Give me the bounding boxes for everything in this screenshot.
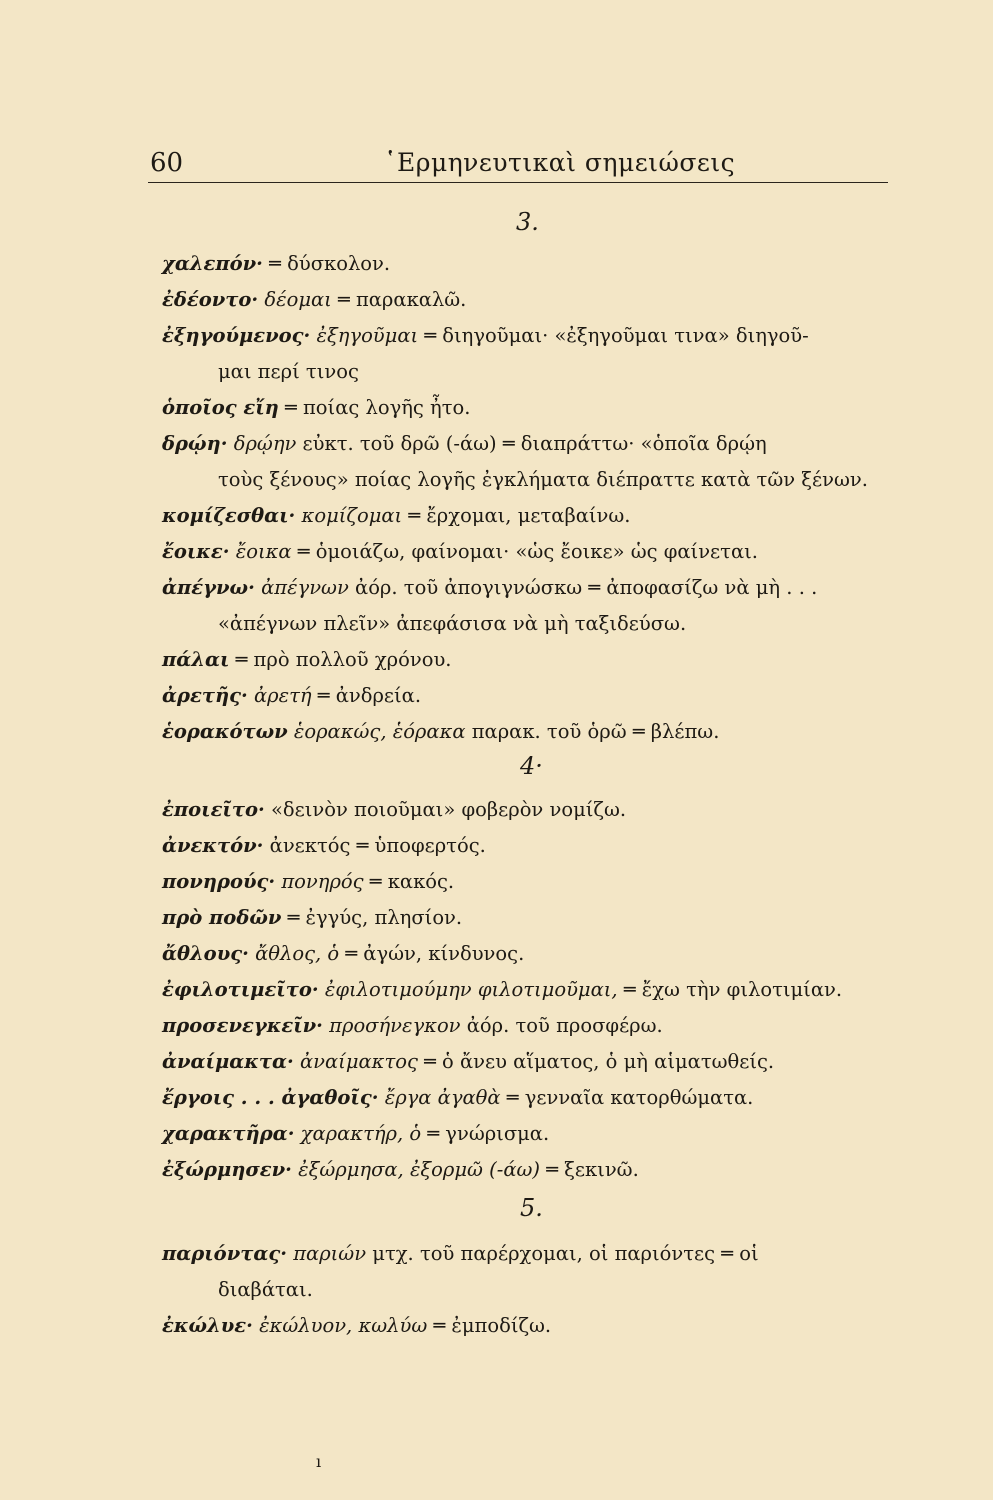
entry-gloss: ═ ἐμποδίζω.: [427, 1314, 552, 1337]
glossary-entry: [162, 972, 842, 1008]
glossary-entry: [162, 1116, 549, 1152]
glossary-entry: [162, 900, 462, 936]
entry-sub: δρῴην: [227, 432, 297, 455]
entry-sub: δέομαι: [258, 288, 332, 311]
entry-head: χαρακτῆρα·: [162, 1122, 295, 1145]
entry-sub: προσήνεγκον: [322, 1014, 461, 1037]
entry-continuation: «ἀπέγνων πλεῖν» ἀπεφάσισα νὰ μὴ ταξιδεύσω.: [218, 612, 687, 635]
entry-head: πρὸ ποδῶν: [162, 906, 282, 929]
glossary-entry: [162, 828, 486, 864]
section-number: 4·: [520, 752, 543, 780]
entry-gloss: «δεινὸν ποιοῦμαι» φοβερὸν νομίζω.: [264, 798, 627, 821]
entry-gloss: ═ ἐγγύς, πλησίον.: [281, 906, 463, 929]
entry-sub: ἐξηγοῦμαι: [310, 324, 419, 347]
glossary-entry: [162, 714, 719, 750]
glossary-entry: [162, 1044, 774, 1080]
glossary-entry: [162, 642, 452, 678]
entry-head: ἐκώλυε·: [162, 1314, 253, 1337]
entry-gloss: ἀνεκτός ═ ὑποφερτός.: [263, 834, 486, 857]
entry-head: ἀρετῆς·: [162, 684, 248, 707]
glossary-entry: [162, 936, 524, 972]
entry-head: ἀπέγνω·: [162, 576, 255, 599]
entry-head: ἄθλους·: [162, 942, 249, 965]
entry-sub: ἄθλος, ὁ: [248, 942, 340, 965]
header-rule: [148, 182, 888, 183]
entry-gloss: ═ ἔρχομαι, μεταβαίνω.: [402, 504, 631, 527]
glossary-entry: [162, 1308, 551, 1344]
entry-head: ἔργοις . . . ἀγαθοῖς·: [162, 1086, 379, 1109]
entry-head: κομίζεσθαι·: [162, 504, 296, 527]
running-title: ῾Ερμηνευτικαὶ σημειώσεις: [384, 148, 736, 177]
entry-sub: ἐφιλοτιμούμην φιλοτιμοῦμαι,: [318, 978, 618, 1001]
entry-gloss: παρακ. τοῦ ὁρῶ ═ βλέπω.: [465, 720, 720, 743]
entry-gloss: ═ κακός.: [363, 870, 455, 893]
entry-gloss: ἀόρ. τοῦ ἀπογιγνώσκω ═ ἀποφασίζω νὰ μὴ . . .: [348, 576, 818, 599]
entry-head: δρῴη·: [162, 432, 228, 455]
glossary-entry: [162, 1152, 639, 1188]
entry-head: πάλαι: [162, 648, 230, 671]
section-number: 3.: [516, 208, 539, 236]
entry-head: προσενεγκεῖν·: [162, 1014, 323, 1037]
entry-gloss: ═ παρακαλῶ.: [331, 288, 467, 311]
entry-sub: ἔοικα: [229, 540, 292, 563]
entry-gloss: ═ ποίας λογῆς ἦτο.: [278, 396, 471, 419]
entry-gloss: ═ ξεκινῶ.: [540, 1158, 639, 1181]
glossary-entry: [162, 864, 454, 900]
entry-gloss: ═ ὁ ἄνευ αἵματος, ὁ μὴ αἱματωθείς.: [417, 1050, 775, 1073]
glossary-entry: [162, 534, 758, 570]
entry-sub: ἀπέγνων: [254, 576, 349, 599]
glossary-entry: [162, 1236, 759, 1272]
glossary-entry: [162, 1008, 663, 1044]
entry-head: ἔοικε·: [162, 540, 230, 563]
entry-sub: ἀρετή: [247, 684, 312, 707]
page-number: 60: [150, 148, 184, 178]
entry-head: ἑορακότων: [162, 720, 288, 743]
entry-gloss: ═ δύσκολον.: [262, 252, 391, 275]
entry-sub: παριών: [287, 1242, 367, 1265]
entry-sub: ἐκώλυον, κωλύω: [252, 1314, 428, 1337]
entry-gloss: ἀόρ. τοῦ προσφέρω.: [460, 1014, 663, 1037]
glossary-entry: [162, 390, 470, 426]
entry-gloss: ═ ἀνδρεία.: [311, 684, 422, 707]
entry-head: ὁποῖος εἴη: [162, 396, 279, 419]
entry-sub: κομίζομαι: [295, 504, 403, 527]
entry-head: ἀναίμακτα·: [162, 1050, 294, 1073]
entry-head: παριόντας·: [162, 1242, 288, 1265]
entry-gloss: ═ ἀγών, κίνδυνος.: [339, 942, 525, 965]
glossary-entry: [162, 498, 630, 534]
entry-sub: ἑορακώς, ἑόρακα: [287, 720, 466, 743]
entry-head: ἐξώρμησεν·: [162, 1158, 292, 1181]
glossary-entry: [162, 426, 767, 462]
entry-gloss: ═ ἔχω τὴν φιλοτιμίαν.: [617, 978, 843, 1001]
entry-continuation: μαι περί τινος: [218, 360, 359, 383]
entry-gloss: ═ διηγοῦμαι· «ἐξηγοῦμαι τινα» διηγοῦ-: [418, 324, 809, 347]
entry-head: ἐδέοντο·: [162, 288, 259, 311]
glossary-entry: [162, 678, 421, 714]
entry-head: ἐποιεῖτο·: [162, 798, 265, 821]
entry-gloss: μτχ. τοῦ παρέρχομαι, οἱ παριόντες ═ οἱ: [366, 1242, 759, 1265]
entry-gloss: ═ γνώρισμα.: [421, 1122, 550, 1145]
entry-gloss: εὐκτ. τοῦ δρῶ (-άω) ═ διαπράττω· «ὁποῖα δρῴη: [296, 432, 767, 455]
entry-head: χαλεπόν·: [162, 252, 263, 275]
glossary-entry: [162, 282, 466, 318]
entry-sub: πονηρός: [275, 870, 364, 893]
entry-gloss: ═ ὁμοιάζω, φαίνομαι· «ὡς ἔοικε» ὡς φαίνεται.: [291, 540, 758, 563]
entry-continuation: τοὺς ξένους» ποίας λογῆς ἐγκλήματα διέπραττε κατὰ τῶν ξένων.: [218, 468, 868, 491]
entry-head: πονηρούς·: [162, 870, 276, 893]
entry-sub: ἔργα ἀγαθὰ: [378, 1086, 501, 1109]
glossary-entry: [162, 792, 626, 828]
glossary-entry: [162, 318, 809, 354]
footer-mark: ı: [316, 1452, 322, 1471]
glossary-entry: [162, 570, 817, 606]
glossary-entry: [162, 246, 390, 282]
entry-gloss: ═ πρὸ πολλοῦ χρόνου.: [229, 648, 452, 671]
entry-gloss: ═ γενναῖα κατορθώματα.: [500, 1086, 754, 1109]
entry-head: ἐφιλοτιμεῖτο·: [162, 978, 319, 1001]
entry-sub: ἀναίμακτος: [293, 1050, 418, 1073]
entry-head: ἐξηγούμενος·: [162, 324, 311, 347]
entry-continuation: διαβάται.: [218, 1278, 313, 1301]
entry-head: ἀνεκτόν·: [162, 834, 264, 857]
entry-sub: χαρακτήρ, ὁ: [294, 1122, 422, 1145]
glossary-entry: [162, 1080, 753, 1116]
section-number: 5.: [520, 1194, 543, 1222]
entry-sub: ἐξώρμησα, ἐξορμῶ (-άω): [291, 1158, 541, 1181]
